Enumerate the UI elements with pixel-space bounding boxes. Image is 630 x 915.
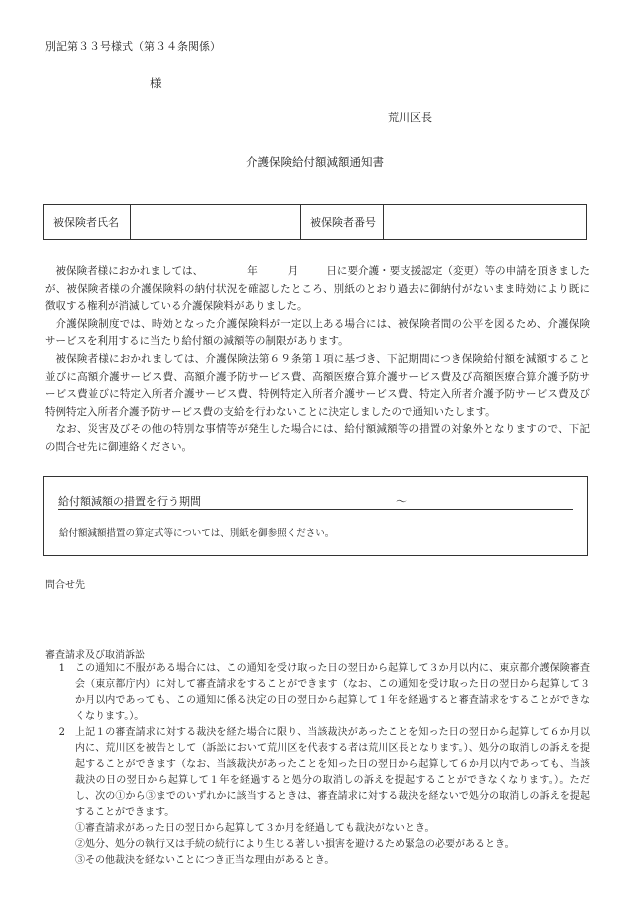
appeal-item-text: 上記１の審査請求に対する裁決を経た場合に限り、当該裁決があったことを知った日の翌日から起算して６か月以内に、荒川区を被告として（訴訟において荒川区を代表する者は荒川区長となります。）、処分の取消しの訴えを提起することができます（なお、当該裁決があったことを知った日の翌日から起算して６か月以内であっても、当該裁決の日の翌日から起算して１年を経過すると処分の取消しの訴えを提起することができなくなります。）。ただし、次の①から③までのいずれかに該当するときは、審査請求に対する裁決を経ないで処分の取消しの訴えを提起することができます。	[75, 727, 590, 818]
insured-number-field[interactable]	[384, 205, 586, 239]
appeal-heading: 審査請求及び取消訴訟	[45, 650, 145, 661]
appeal-item-text: この通知に不服がある場合には、この通知を受け取った日の翌日から起算して３か月以内に、東京都介護保険審査会（東京都庁内）に対して審査請求をすることができます（なお、この通知を受け取った日の翌日から起算して３か月以内であっても、この通知に係る決定の日の翌日から起算して１年を経過すると審査請求をすることができなくなります。）。	[75, 663, 590, 722]
inquiry-label: 問合せ先	[45, 580, 85, 591]
appeal-item-1	[45, 661, 590, 725]
reduction-period-label: 給付額減額の措置を行う期間	[58, 495, 201, 508]
appeal-subitem-3: ③その他裁決を経ないことにつき正当な理由があるとき。	[75, 855, 335, 866]
appeal-subitem-2: ②処分、処分の執行又は手続の続行により生じる著しい損害を避けるため緊急の必要があるとき。	[75, 839, 515, 850]
paragraph-4: なお、災害及びその他の特別な事情等が発生した場合には、給付額減額等の措置の対象外となりますので、下記の問合せ先に御連絡ください。	[45, 423, 590, 453]
reduction-period-box	[43, 476, 588, 556]
recipient-suffix: 様	[150, 76, 162, 90]
insured-info-table	[43, 204, 587, 240]
appeal-subitem-1: ①審査請求があった日の翌日から起算して３か月を経過しても裁決がないとき。	[75, 823, 435, 834]
notice-body	[45, 263, 590, 457]
insured-name-field[interactable]	[131, 205, 301, 239]
insured-name-label: 被保険者氏名	[44, 205, 131, 239]
issuer: 荒川区長	[388, 111, 432, 124]
paragraph-1: 被保険者様におかれましては、 年 月 日に要介護・要支援認定（変更）等の申請を頂きましたが、被保険者様の介護保険料の納付状況を確認したところ、別紙のとおり過去に御納付がないまま時効により既に徴収する権利が消滅している介護保険料がありました。	[45, 265, 591, 313]
document-title: 介護保険給付額減額通知書	[246, 155, 384, 169]
paragraph-3: 被保険者様におかれましては、介護保険法第６９条第１項に基づき、下記期間につき保険給付額を減額すること並びに高額介護サービス費、高額介護予防サービス費、高額医療合算介護サービス費及び高額医療合算介護予防サービス費並びに特定入所者介護サービス費、特例特定入所者介護サービス費、特定入所者介護予防サービス費及び特例特定入所者介護予防サービス費の支給を行わないことに決定しましたので通知いたします。	[45, 352, 590, 418]
form-number: 別記第３３号様式（第３４条関係）	[45, 40, 221, 53]
appeal-item-2	[45, 725, 590, 821]
calculation-note: 給付額減額措置の算定式等については、別紙を御参照ください。	[59, 528, 335, 539]
period-tilde: ～	[396, 495, 407, 508]
reduction-period-line	[58, 493, 573, 510]
appeal-item-number: 1	[58, 663, 65, 674]
appeal-item-number: 2	[58, 727, 65, 738]
insured-number-label: 被保険者番号	[301, 205, 384, 239]
appeal-section	[45, 661, 590, 869]
paragraph-2: 介護保険制度では、時効となった介護保険料が一定以上ある場合には、被保険者間の公平を図るため、介護保険サービスを利用するに当たり給付額の減額等の制限があります。	[45, 317, 590, 348]
